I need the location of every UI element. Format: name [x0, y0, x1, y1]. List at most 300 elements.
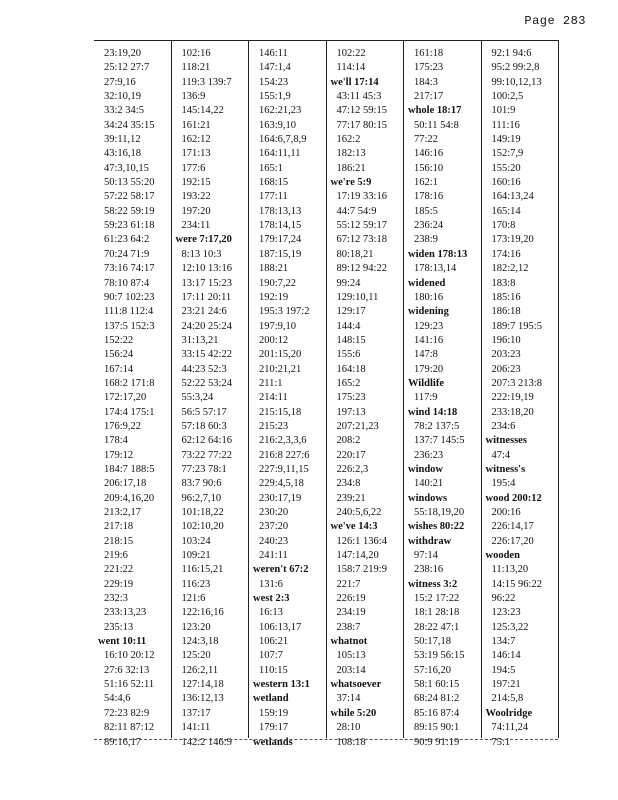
index-reference: 102:16	[181, 48, 211, 59]
index-reference: 141:16	[414, 334, 444, 346]
index-reference: 73:16 74:17	[104, 263, 155, 275]
index-reference: 141:11	[181, 722, 211, 734]
index-reference: 123:23	[491, 607, 521, 619]
index-reference: 28:10	[336, 722, 361, 734]
index-reference: 117:9	[414, 392, 438, 404]
index-reference: 165:2	[336, 377, 361, 389]
index-column	[327, 41, 405, 748]
index-reference: 147:14,20	[336, 550, 379, 562]
index-reference: 61:23 64:2	[104, 234, 150, 246]
index-reference: 137:17	[181, 707, 211, 719]
index-reference: 109:21	[181, 550, 211, 562]
index-headword-entry: wetland	[253, 693, 289, 705]
index-reference: 215:23	[259, 420, 289, 432]
index-headword-entry: witness's	[485, 463, 526, 475]
index-reference: 156:10	[414, 162, 444, 174]
index-reference: 174:4 175:1	[104, 406, 155, 418]
index-reference: 222:19,19	[491, 392, 534, 404]
index-reference: 47:12 59:15	[336, 105, 387, 117]
index-headword-entry: Wildlife	[408, 377, 444, 389]
index-reference: 155:20	[491, 162, 521, 174]
index-reference: 178:4	[104, 435, 128, 447]
index-reference: 147:1,4	[259, 62, 291, 74]
index-reference: 77:23 78:1	[181, 463, 227, 475]
index-reference: 217:18	[104, 521, 134, 533]
index-reference: 238:7	[336, 621, 361, 633]
index-reference: 82:11 87:12	[104, 722, 155, 734]
index-reference: 58:1 60:15	[414, 679, 460, 691]
index-reference: 238:16	[414, 564, 444, 576]
index-reference: 59:23 61:18	[104, 220, 155, 232]
index-reference: 156:24	[104, 349, 134, 361]
index-reference: 152:7,9	[491, 148, 524, 160]
index-reference: 97:14	[414, 550, 438, 562]
index-reference: 197:9,10	[259, 320, 297, 332]
index-reference: 159:19	[259, 707, 289, 719]
index-reference: 214:5,8	[491, 693, 524, 705]
index-reference: 33:2 34:5	[104, 105, 144, 117]
index-reference: 8:13 10:3	[181, 248, 222, 260]
index-reference: 185:16	[491, 291, 521, 303]
index-reference: 163:9,10	[259, 119, 297, 131]
index-reference: 226:14,17	[491, 521, 534, 533]
index-reference: 178:16	[414, 191, 444, 203]
index-reference: 229:19	[104, 578, 134, 590]
index-headword-entry: while 5:20	[330, 707, 377, 719]
index-headword-entry: whatsoever	[330, 679, 382, 691]
index-reference: 54:4,6	[104, 693, 131, 705]
index-headword-entry: witness 3:2	[408, 578, 458, 590]
index-reference: 24:20 25:24	[181, 320, 232, 332]
index-reference: 201:15,20	[259, 349, 302, 361]
index-reference: 123:20	[181, 621, 211, 633]
index-reference: 43:16,18	[104, 148, 142, 160]
index-reference: 73:22 77:22	[181, 449, 232, 461]
index-reference: 215:15,18	[259, 406, 302, 418]
index-headword-entry: widen 178:13	[408, 248, 468, 260]
index-reference: 182:2,12	[491, 263, 529, 275]
index-reference: 50:13 55:20	[104, 177, 155, 189]
index-column	[482, 41, 559, 748]
index-reference: 183:8	[491, 277, 516, 289]
index-reference: 101:9	[491, 105, 516, 117]
index-reference: 152:22	[104, 334, 134, 346]
index-reference: 176:9,22	[104, 420, 142, 432]
index-reference: 57:18 60:3	[181, 420, 227, 432]
index-reference: 206:23	[491, 363, 521, 375]
index-reference: 17:19 33:16	[336, 191, 387, 203]
index-reference: 68:24 81:2	[414, 693, 460, 705]
index-reference: 100:2,5	[491, 91, 524, 103]
index-reference: 200:16	[491, 507, 521, 518]
index-reference: 233:13,23	[104, 607, 147, 619]
index-reference: 165:1	[259, 162, 283, 174]
index-reference: 55:3,24	[181, 392, 214, 404]
index-reference: 119:3 139:7	[181, 76, 232, 88]
index-reference: 236:23	[414, 449, 444, 461]
index-reference: 221:22	[104, 564, 134, 576]
index-reference: 80:18,21	[336, 248, 374, 260]
index-reference: 34:24 35:15	[104, 119, 155, 131]
index-reference: 55:12 59:17	[336, 220, 387, 232]
index-reference: 72:23 82:9	[104, 707, 150, 719]
index-reference: 125:3,22	[491, 621, 529, 633]
index-column	[249, 41, 327, 748]
index-reference: 219:6	[104, 550, 128, 562]
index-reference: 57:22 58:17	[104, 191, 155, 203]
index-column	[404, 41, 482, 748]
index-reference: 162:2	[336, 134, 361, 146]
index-reference: 102:10,20	[181, 521, 224, 533]
index-reference: 25:12 27:7	[104, 62, 150, 74]
index-reference: 121:6	[181, 593, 206, 605]
index-reference: 116:23	[181, 578, 211, 590]
index-reference: 179:17,24	[259, 234, 302, 246]
index-reference: 216:8 227:6	[259, 449, 310, 461]
index-reference: 62:12 64:16	[181, 435, 232, 447]
index-reference: 39:11,12	[104, 134, 141, 146]
index-reference: 194:5	[491, 664, 516, 676]
index-reference: 149:19	[491, 134, 521, 146]
index-reference: 207:3 213:8	[491, 377, 542, 389]
index-reference: 155:6	[336, 349, 361, 361]
index-reference: 237:20	[259, 521, 289, 533]
index-reference: 17:11 20:11	[181, 291, 232, 303]
index-reference: 136:9	[181, 91, 206, 103]
index-reference: 96:22	[491, 593, 516, 605]
index-reference: 89:12 94:22	[336, 263, 387, 275]
index-reference: 129:17	[336, 306, 366, 318]
index-reference: 32:10,19	[104, 91, 142, 103]
index-reference: 44:7 54:9	[336, 205, 377, 217]
index-reference: 136:12,13	[181, 693, 224, 705]
index-reference: 207:21,23	[336, 420, 379, 432]
index-headword-entry: wind 14:18	[408, 406, 458, 418]
index-reference: 118:21	[181, 62, 211, 74]
index-reference: 90:9 91:19	[414, 736, 460, 748]
index-reference: 147:8	[414, 349, 438, 361]
index-reference: 233:18,20	[491, 406, 534, 418]
index-reference: 192:15	[181, 177, 211, 189]
index-reference: 124:3,18	[181, 636, 219, 648]
index-reference: 99:10,12,13	[491, 76, 542, 88]
index-headword-entry: wooden	[485, 550, 520, 562]
index-headword-entry: weren't 67:2	[253, 564, 309, 576]
index-reference: 197:20	[181, 205, 211, 217]
index-reference: 16:13	[259, 607, 283, 619]
index-reference: 208:2	[336, 435, 361, 447]
index-headword-entry: were 7:17,20	[175, 234, 232, 246]
index-reference: 140:21	[414, 478, 444, 490]
index-reference: 74:11,24	[491, 722, 529, 734]
index-reference: 235:13	[104, 621, 134, 633]
index-reference: 111:16	[491, 119, 520, 131]
index-reference: 178:13,14	[414, 263, 457, 275]
index-reference: 56:5 57:17	[181, 406, 227, 418]
index-reference: 44:23 52:3	[181, 363, 227, 375]
index-reference: 230:17,19	[259, 492, 302, 504]
index-reference: 178:13,13	[259, 205, 302, 217]
index-table	[94, 40, 559, 748]
index-reference: 148:15	[336, 334, 366, 346]
index-reference: 177:6	[181, 162, 206, 174]
index-reference: 197:21	[491, 679, 521, 691]
index-reference: 184:3	[414, 76, 438, 88]
index-reference: 13:17 15:23	[181, 277, 232, 289]
index-reference: 58:22 59:19	[104, 205, 155, 217]
index-reference: 230:20	[259, 507, 289, 518]
index-reference: 137:5 152:3	[104, 320, 155, 332]
index-reference: 27:9,16	[104, 76, 136, 88]
index-reference: 186:21	[336, 162, 366, 174]
index-reference: 226:19	[336, 593, 366, 605]
index-reference: 27:6 32:13	[104, 664, 150, 676]
index-reference: 213:2,17	[104, 507, 142, 518]
index-reference: 37:14	[336, 693, 361, 705]
index-reference: 185:5	[414, 205, 438, 217]
index-reference: 164:13,24	[491, 191, 534, 203]
index-reference: 131:6	[259, 578, 283, 590]
index-headword-entry: withdraw	[408, 535, 452, 547]
index-reference: 101:18,22	[181, 507, 224, 518]
index-reference: 216:2,3,3,6	[259, 435, 307, 447]
index-reference: 57:16,20	[414, 664, 452, 676]
index-reference: 162:12	[181, 134, 211, 146]
index-reference: 89:16,17	[104, 736, 142, 748]
index-reference: 218:15	[104, 535, 134, 547]
index-reference: 195:4	[491, 478, 516, 490]
index-reference: 70:24 71:9	[104, 248, 150, 260]
index-reference: 55:18,19,20	[414, 507, 465, 518]
index-reference: 28:22 47:1	[414, 621, 460, 633]
index-reference: 31:13,21	[181, 334, 219, 346]
index-reference: 180:16	[414, 291, 444, 303]
index-reference: 106:13,17	[259, 621, 302, 633]
index-reference: 234:6	[491, 420, 516, 432]
index-reference: 11:13,20	[491, 564, 529, 576]
index-reference: 188:21	[259, 263, 289, 275]
index-headword-entry: western 13:1	[253, 679, 310, 691]
index-reference: 167:14	[104, 363, 134, 375]
index-headword-entry: west 2:3	[253, 593, 290, 605]
index-reference: 15:2 17:22	[414, 593, 460, 605]
index-reference: 83:7 90:6	[181, 478, 222, 490]
index-reference: 102:22	[336, 48, 366, 59]
index-reference: 155:1,9	[259, 91, 291, 103]
index-reference: 50:17,18	[414, 636, 452, 648]
index-headword-entry: witnesses	[485, 435, 527, 447]
index-reference: 240:23	[259, 535, 289, 547]
index-reference: 179:17	[259, 722, 289, 734]
index-reference: 77:17 80:15	[336, 119, 387, 131]
index-reference: 158:7 219:9	[336, 564, 387, 576]
index-headword-entry: whatnot	[330, 636, 368, 648]
index-reference: 161:21	[181, 119, 211, 131]
index-reference: 186:18	[491, 306, 521, 318]
index-reference: 200:12	[259, 334, 289, 346]
index-headword-entry: went 10:11	[98, 636, 147, 648]
index-reference: 217:17	[414, 91, 444, 103]
index-reference: 226:2,3	[336, 463, 369, 475]
index-reference: 129:23	[414, 320, 444, 332]
index-reference: 50:11 54:8	[414, 119, 459, 131]
index-reference: 164:18	[336, 363, 366, 375]
index-reference: 192:19	[259, 291, 289, 303]
index-reference: 85:16 87:4	[414, 707, 460, 719]
index-reference: 173:19,20	[491, 234, 534, 246]
index-reference: 174:16	[491, 248, 521, 260]
index-reference: 67:12 73:18	[336, 234, 387, 246]
index-reference: 162:1	[414, 177, 438, 189]
index-reference: 47:3,10,15	[104, 162, 149, 174]
index-reference: 209:4,16,20	[104, 492, 155, 504]
index-headword-entry: wishes 80:22	[408, 521, 465, 533]
index-reference: 238:9	[414, 234, 438, 246]
index-reference: 23:21 24:6	[181, 306, 227, 318]
index-reference: 146:14	[491, 650, 521, 662]
index-reference: 96:2,7,10	[181, 492, 222, 504]
index-headword-entry: window	[408, 463, 444, 475]
index-reference: 168:2 171:8	[104, 377, 155, 389]
index-headword-entry: windows	[408, 492, 448, 504]
index-reference: 43:11 45:3	[336, 91, 382, 103]
index-reference: 189:7 195:5	[491, 320, 542, 332]
index-headword-entry: Woolridge	[485, 707, 533, 719]
index-reference: 103:24	[181, 535, 211, 547]
index-reference: 214:11	[259, 392, 288, 404]
index-reference: 226:17,20	[491, 535, 534, 547]
index-reference: 210:21,21	[259, 363, 302, 375]
index-reference: 203:23	[491, 349, 521, 361]
index-headword-entry: we're 5:9	[330, 177, 372, 189]
index-reference: 145:14,22	[181, 105, 224, 117]
index-reference: 179:12	[104, 449, 134, 461]
index-reference: 175:23	[336, 392, 366, 404]
index-headword-entry: whole 18:17	[408, 105, 462, 117]
index-reference: 206:17,18	[104, 478, 147, 490]
index-reference: 236:24	[414, 220, 444, 232]
index-headword-entry: widened	[408, 277, 446, 289]
index-reference: 211:1	[259, 377, 283, 389]
index-reference: 196:10	[491, 334, 521, 346]
index-reference: 99:24	[336, 277, 361, 289]
index-reference: 234:11	[181, 220, 211, 232]
index-reference: 110:15	[259, 664, 288, 676]
index-reference: 77:22	[414, 134, 438, 146]
index-headword-entry: we'll 17:14	[330, 76, 379, 88]
index-reference: 193:22	[181, 191, 211, 203]
index-reference: 75:1	[491, 736, 511, 748]
index-reference: 107:7	[259, 650, 283, 662]
index-reference: 105:13	[336, 650, 366, 662]
index-reference: 12:10 13:16	[181, 263, 232, 275]
index-reference: 234:19	[336, 607, 366, 619]
index-reference: 241:11	[259, 550, 288, 562]
index-reference: 146:11	[259, 48, 288, 59]
index-reference: 240:5,6,22	[336, 507, 382, 518]
index-reference: 92:1 94:6	[491, 48, 532, 59]
index-reference: 170:8	[491, 220, 516, 232]
index-reference: 53:19 56:15	[414, 650, 465, 662]
index-reference: 47:4	[491, 449, 511, 461]
index-reference: 78:10 87:4	[104, 277, 150, 289]
index-reference: 190:7,22	[259, 277, 297, 289]
index-reference: 177:11	[259, 191, 288, 203]
index-reference: 144:4	[336, 320, 361, 332]
index-column	[94, 41, 172, 748]
index-reference: 162:21,23	[259, 105, 302, 117]
index-reference: 108:18	[336, 736, 366, 748]
index-reference: 134:7	[491, 636, 516, 648]
index-reference: 184:7 188:5	[104, 463, 155, 475]
index-reference: 51:16 52:11	[104, 679, 155, 691]
index-reference: 23:19,20	[104, 48, 142, 59]
index-reference: 171:13	[181, 148, 211, 160]
index-reference: 164:11,11	[259, 148, 301, 160]
index-reference: 137:7 145:5	[414, 435, 465, 447]
index-reference: 16:10 20:12	[104, 650, 155, 662]
index-reference: 182:13	[336, 148, 366, 160]
index-reference: 111:8 112:4	[104, 306, 154, 318]
index-reference: 95:2 99:2,8	[491, 62, 540, 74]
index-reference: 229:4,5,18	[259, 478, 304, 490]
index-headword-entry: wood 200:12	[485, 492, 542, 504]
index-reference: 90:7 102:23	[104, 291, 155, 303]
index-headword-entry: we've 14:3	[330, 521, 378, 533]
index-reference: 168:15	[259, 177, 289, 189]
index-reference: 127:14,18	[181, 679, 224, 691]
index-reference: 160:16	[491, 177, 521, 189]
index-reference: 221:7	[336, 578, 361, 590]
index-headword-entry: widening	[408, 306, 449, 318]
index-reference: 106:21	[259, 636, 289, 648]
index-reference: 14:15 96:22	[491, 578, 542, 590]
index-reference: 126:2,11	[181, 664, 219, 676]
index-reference: 122:16,16	[181, 607, 224, 619]
page-number: Page 283	[524, 14, 586, 28]
index-reference: 116:15,21	[181, 564, 224, 576]
index-reference: 227:9,11,15	[259, 463, 309, 475]
index-reference: 125:20	[181, 650, 211, 662]
index-reference: 175:23	[414, 62, 444, 74]
index-reference: 154:23	[259, 76, 289, 88]
index-reference: 146:16	[414, 148, 444, 160]
index-reference: 179:20	[414, 363, 444, 375]
index-reference: 165:14	[491, 205, 521, 217]
index-reference: 187:15,19	[259, 248, 302, 260]
index-reference: 195:3 197:2	[259, 306, 310, 318]
index-reference: 33:15 42:22	[181, 349, 232, 361]
index-reference: 232:3	[104, 593, 128, 605]
index-reference: 172:17,20	[104, 392, 147, 404]
index-reference: 161:18	[414, 48, 444, 59]
index-reference: 126:1 136:4	[336, 535, 387, 547]
index-reference: 18:1 28:18	[414, 607, 460, 619]
index-column	[172, 41, 250, 748]
index-reference: 78:2 137:5	[414, 420, 460, 432]
index-reference: 234:8	[336, 478, 361, 490]
index-reference: 142:2 146:9	[181, 736, 232, 748]
index-reference: 52:22 53:24	[181, 377, 232, 389]
index-reference: 178:14,15	[259, 220, 302, 232]
index-reference: 89:15 90:1	[414, 722, 460, 734]
index-reference: 114:14	[336, 62, 366, 74]
index-reference: 197:13	[336, 406, 366, 418]
index-reference: 203:14	[336, 664, 366, 676]
index-reference: 129:10,11	[336, 291, 379, 303]
index-headword-entry: wetlands	[253, 736, 293, 748]
index-reference: 220:17	[336, 449, 366, 461]
